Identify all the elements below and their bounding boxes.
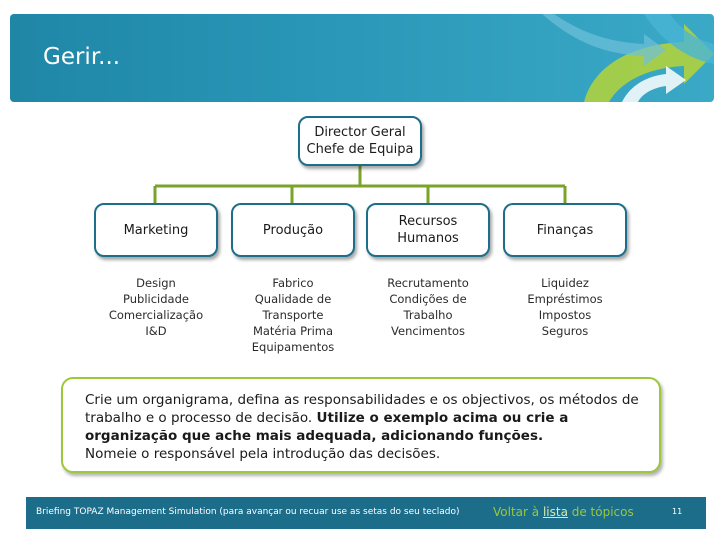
- director-box: Director Geral Chefe de Equipa: [298, 116, 422, 166]
- department-producao: Produção: [231, 203, 355, 257]
- page-number: 11: [672, 507, 683, 516]
- list-item: Qualidade de: [254, 292, 332, 306]
- list-item: Impostos: [538, 308, 592, 322]
- department-marketing: Marketing: [94, 203, 218, 257]
- marketing-items: [96, 275, 216, 339]
- footer-briefing: Briefing TOPAZ Management Simulation (para avançar ou recuar use as setas do seu teclado): [36, 507, 460, 517]
- instruction-note: [61, 377, 661, 473]
- note-text-2: Nomeie o responsável pela introdução das decisões.: [85, 446, 441, 462]
- recursos-humanos-items: [368, 275, 488, 339]
- footer-bar: [26, 497, 706, 529]
- list-item: Vencimentos: [391, 324, 465, 338]
- producao-items: [233, 275, 353, 355]
- link-prefix: Voltar à: [493, 505, 543, 519]
- list-item: Liquidez: [541, 276, 589, 290]
- list-item: Publicidade: [123, 292, 189, 306]
- slide-title: Gerir...: [43, 44, 121, 70]
- back-to-topics-link[interactable]: [493, 505, 634, 519]
- list-item: Comercialização: [108, 308, 204, 322]
- department-recursos-humanos: Recursos Humanos: [366, 203, 490, 257]
- list-item: Condições de: [389, 292, 467, 306]
- note-bold-text: Utilize o exemplo acima ou crie a organização que ache mais adequada, adicionando funções.: [85, 410, 569, 444]
- list-item: Transporte: [262, 308, 324, 322]
- financas-items: [505, 275, 625, 339]
- list-item: Recrutamento: [387, 276, 469, 290]
- list-item: Seguros: [541, 324, 589, 338]
- link-suffix: de tópicos: [567, 505, 634, 519]
- list-item: Design: [136, 276, 176, 290]
- list-item: Matéria Prima: [252, 324, 334, 338]
- list-item: Equipamentos: [251, 340, 335, 354]
- list-item: Fabrico: [272, 276, 314, 290]
- list-item: I&D: [145, 324, 167, 338]
- list-item: Empréstimos: [527, 292, 603, 306]
- link-word[interactable]: lista: [542, 505, 568, 519]
- department-financas: Finanças: [503, 203, 627, 257]
- list-item: Trabalho: [403, 308, 453, 322]
- note-text: Crie um organigrama, defina as responsabilidades e os objectivos, os métodos de trabalho e o processo de decisão.: [85, 392, 639, 426]
